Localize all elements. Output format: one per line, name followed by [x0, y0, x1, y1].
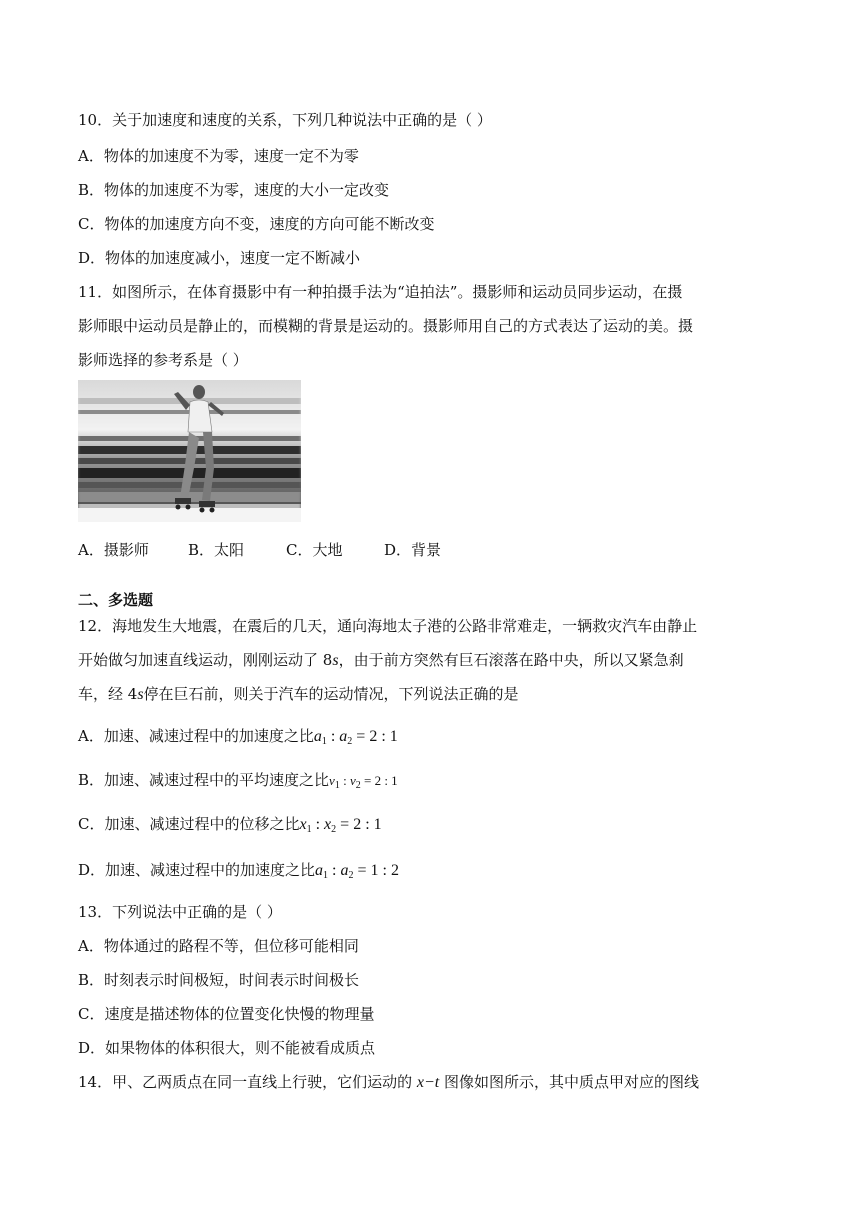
q11-option-c: C．大地	[286, 541, 343, 559]
q11-option-d: D．背景	[384, 541, 442, 559]
q14-stem	[78, 1072, 699, 1093]
q11-stem-line2: 影师眼中运动员是静止的，而模糊的背景是运动的。摄影师用自己的方式表达了运动的美。摄	[78, 317, 694, 335]
formula-x1-x2: $x_1$ : $x_2 = 2$ : 1	[299, 816, 382, 835]
q12-stem-line2-a: 开始做匀加速直线运动，刚刚运动了 8	[78, 651, 333, 669]
q13-stem: 13．下列说法中正确的是（ ）	[78, 903, 282, 921]
q12-option-c-text: C．加速、减速过程中的位移之比	[78, 815, 300, 833]
q11-stem-line1: 11．如图所示，在体育摄影中有一种拍摄手法为“追拍法”。摄影师和运动员同步运动，在摄	[78, 283, 683, 301]
q10-option-b: B．物体的加速度不为零，速度的大小一定改变	[78, 181, 390, 199]
q10-option-a: A．物体的加速度不为零，速度一定不为零	[78, 147, 359, 165]
q11-stem-line3: 影师选择的参考系是（ ）	[78, 351, 248, 369]
formula-a1-a2: $a_1$ : $a_2 = 2$ : 1	[313, 728, 398, 747]
formula-a1-a2-inverse: $a_1$ : $a_2 = 1$ : 2	[315, 862, 399, 881]
q13-option-c: C．速度是描述物体的位置变化快慢的物理量	[78, 1005, 375, 1023]
q12-option-b-text: B．加速、减速过程中的平均速度之比	[78, 771, 330, 789]
q14-stem-a: 14．甲、乙两质点在同一直线上行驶，它们运动的	[78, 1073, 417, 1091]
q11-option-b: B．太阳	[188, 541, 245, 559]
q13-option-a: A．物体通过的路程不等，但位移可能相同	[78, 937, 359, 955]
q12-option-c	[78, 814, 382, 835]
q12-stem-line3-a: 车，经 4	[78, 685, 138, 703]
q13-option-b: B．时刻表示时间极短，时间表示时间极长	[78, 971, 360, 989]
q12-stem-line2-b: ，由于前方突然有巨石滚落在路中央，所以又紧急刹	[338, 651, 684, 669]
q12-stem-line1: 12．海地发生大地震，在震后的几天，通向海地太子港的公路非常难走，一辆救灾汽车由静止	[78, 617, 698, 635]
q12-option-a-text: A．加速、减速过程中的加速度之比	[78, 727, 314, 745]
q12-option-d-text: D．加速、减速过程中的加速度之比	[78, 861, 316, 879]
q12-stem-line2	[78, 650, 684, 671]
q12-stem-line3	[78, 684, 519, 705]
section-title: 二、多选题	[78, 591, 154, 609]
q11-options	[78, 540, 441, 560]
q12-option-d	[78, 860, 399, 881]
q12-stem-line3-b: 停在巨石前，则关于汽车的运动情况，下列说法正确的是	[143, 685, 519, 703]
q12-option-a	[78, 726, 398, 747]
q10-option-c: C．物体的加速度方向不变，速度的方向可能不断改变	[78, 215, 435, 233]
q13-option-d: D．如果物体的体积很大，则不能被看成质点	[78, 1039, 376, 1057]
q14-stem-b: 图像如图所示，其中质点甲对应的图线	[439, 1073, 699, 1091]
skater-photo	[78, 380, 301, 522]
unit-s: s	[137, 686, 144, 703]
q10-stem: 10．关于加速度和速度的关系，下列几种说法中正确的是（ ）	[78, 111, 492, 129]
q12-option-b	[78, 770, 398, 791]
xt-label: x−t	[416, 1074, 440, 1091]
formula-v1-v2: $v_1$ : $v_2 = 2$ : 1	[329, 773, 398, 791]
q10-option-d: D．物体的加速度减小，速度一定不断减小	[78, 249, 361, 267]
q11-option-a: A．摄影师	[78, 541, 149, 559]
unit-s: s	[332, 652, 339, 669]
